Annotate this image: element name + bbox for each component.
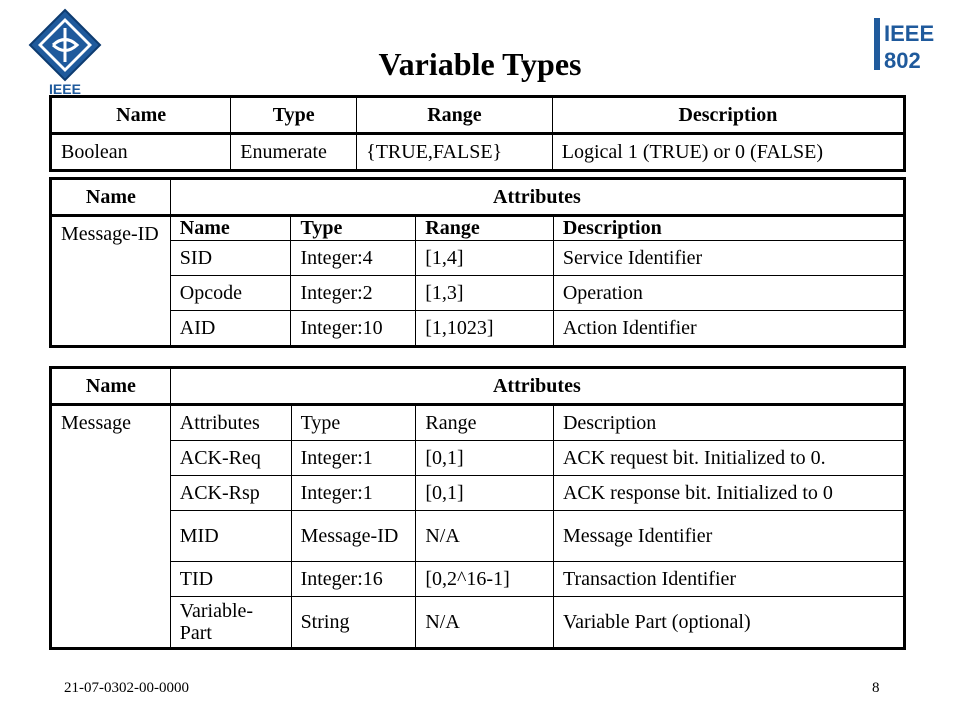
- boolean-type-table: [49, 95, 906, 172]
- table-cell: ACK-Req: [170, 441, 291, 476]
- svg-text:IEEE: IEEE: [884, 21, 935, 46]
- table-cell: Integer:1: [291, 441, 416, 476]
- header-cell: Attributes: [170, 179, 904, 216]
- table-cell: [1,4]: [416, 241, 554, 276]
- table-cell: Integer:16: [291, 562, 416, 597]
- sub-header-cell: Name: [170, 216, 291, 241]
- table-cell: Action Identifier: [553, 311, 904, 347]
- table-cell: Integer:10: [291, 311, 416, 347]
- table-cell: N/A: [416, 597, 554, 649]
- name-text: Message: [61, 412, 131, 434]
- table-row: [51, 511, 905, 562]
- table-cell: Message-ID: [291, 511, 416, 562]
- header-cell: Name: [51, 368, 171, 405]
- table-row: [51, 441, 905, 476]
- table-cell: [1,3]: [416, 276, 554, 311]
- table-header-row: [51, 97, 905, 134]
- table-cell: [0,1]: [416, 441, 554, 476]
- table-cell: Operation: [553, 276, 904, 311]
- table-cell: [0,1]: [416, 476, 554, 511]
- sub-header-cell: Type: [291, 405, 416, 441]
- table-cell: Enumerate: [231, 134, 357, 171]
- header-cell: Name: [51, 179, 171, 216]
- table-header-row: [51, 368, 905, 405]
- svg-text:IEEE: IEEE: [49, 81, 81, 96]
- table-cell: String: [291, 597, 416, 649]
- table-cell: SID: [170, 241, 291, 276]
- table-cell: Variable-Part: [170, 597, 291, 649]
- table-cell: Integer:1: [291, 476, 416, 511]
- header-cell: Type: [231, 97, 357, 134]
- table-row: [51, 134, 905, 171]
- table-row: [51, 562, 905, 597]
- message-id-table: [49, 177, 906, 348]
- table-cell: Integer:2: [291, 276, 416, 311]
- header-cell: Description: [552, 97, 904, 134]
- table-row: [51, 241, 905, 276]
- table-cell: Service Identifier: [553, 241, 904, 276]
- table-cell: ACK request bit. Initialized to 0.: [553, 441, 904, 476]
- sub-header-cell: Type: [291, 216, 416, 241]
- table-row: [51, 216, 905, 241]
- table-cell: [1,1023]: [416, 311, 554, 347]
- sub-header-cell: Range: [416, 216, 554, 241]
- table-cell: Opcode: [170, 276, 291, 311]
- table-row: [51, 476, 905, 511]
- message-table: [49, 366, 906, 650]
- table-cell: Message Identifier: [553, 511, 904, 562]
- table-cell: Logical 1 (TRUE) or 0 (FALSE): [552, 134, 904, 171]
- table-cell: ACK response bit. Initialized to 0: [553, 476, 904, 511]
- table-cell: Integer:4: [291, 241, 416, 276]
- name-text: Message-ID: [61, 223, 159, 245]
- table-row: [51, 405, 905, 441]
- table-row: [51, 311, 905, 347]
- name-cell: [51, 216, 171, 347]
- table-cell: ACK-Rsp: [170, 476, 291, 511]
- table-cell: {TRUE,FALSE}: [357, 134, 553, 171]
- page-title: Variable Types: [378, 46, 582, 82]
- table-cell: AID: [170, 311, 291, 347]
- name-cell: [51, 405, 171, 649]
- table-cell: Variable Part (optional): [553, 597, 904, 649]
- sub-header-cell: Description: [553, 405, 904, 441]
- header-cell: Name: [51, 97, 231, 134]
- svg-text:802: 802: [884, 48, 921, 73]
- sub-header-cell: Attributes: [170, 405, 291, 441]
- table-cell: Transaction Identifier: [553, 562, 904, 597]
- table-row: [51, 276, 905, 311]
- table-cell: N/A: [416, 511, 554, 562]
- table-cell: TID: [170, 562, 291, 597]
- header-cell: Attributes: [170, 368, 904, 405]
- sub-header-cell: Range: [416, 405, 554, 441]
- table-header-row: [51, 179, 905, 216]
- table-cell: MID: [170, 511, 291, 562]
- page-number: 8: [872, 680, 880, 696]
- sub-header-cell: Description: [553, 216, 904, 241]
- table-row: [51, 597, 905, 649]
- header-cell: Range: [357, 97, 553, 134]
- document-id: 21-07-0302-00-0000: [64, 680, 189, 696]
- table-cell: Boolean: [51, 134, 231, 171]
- table-cell: [0,2^16-1]: [416, 562, 554, 597]
